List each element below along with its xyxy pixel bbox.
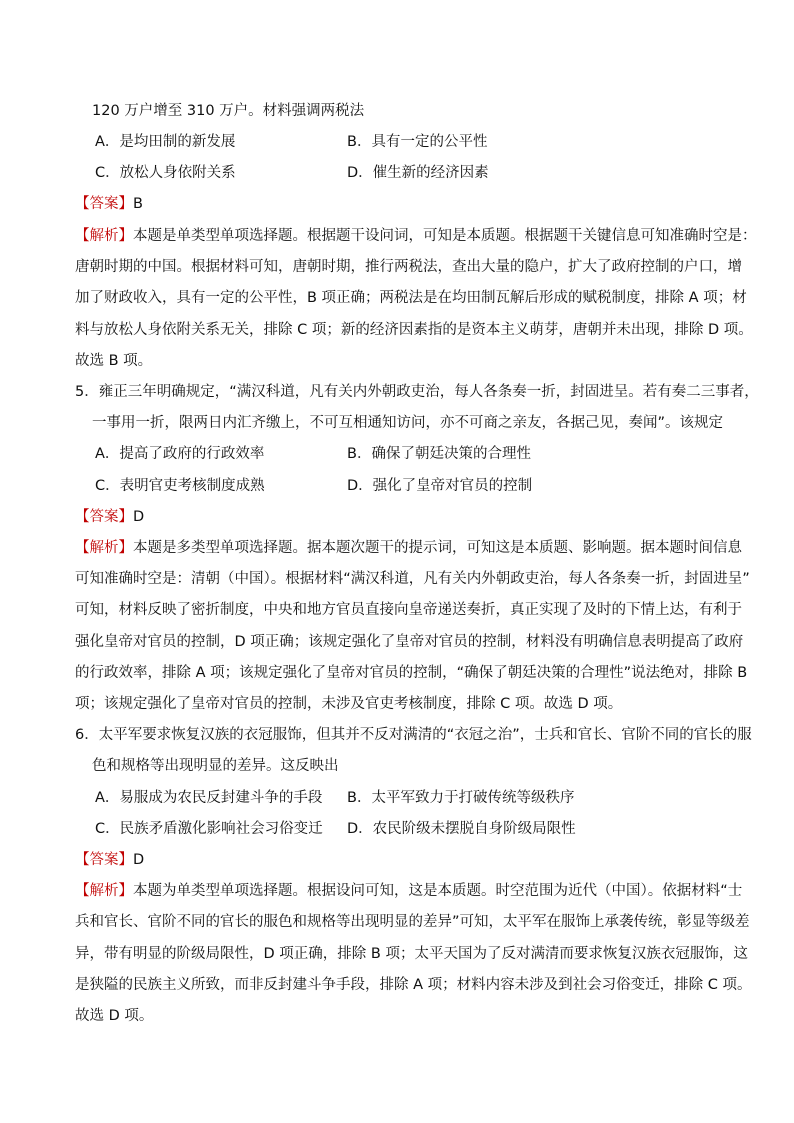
- q4-stem-tail: 120 万户增至 310 万户。材料强调两税法: [92, 103, 365, 119]
- q5-option-b: B．确保了朝廷决策的合理性: [347, 446, 531, 462]
- q6-option-d: D．农民阶级未摆脱自身阶级局限性: [347, 821, 576, 837]
- q5-analysis-line: 的行政效率，排除 A 项；该规定强化了皇帝对官员的控制，“确保了朝廷决策的合理性”说法绝对，排除 B: [75, 665, 748, 681]
- q6-option-b: B．太平军致力于打破传统等级秩序: [347, 790, 575, 806]
- q6-option-a: A．易服成为农民反封建斗争的手段: [95, 790, 323, 806]
- q4-analysis-line: 加了财政收入，具有一定的公平性，B 项正确；两税法是在均田制瓦解后形成的赋税制度，排除 A 项；材: [75, 290, 747, 306]
- q5-answer: [75, 507, 144, 527]
- q6-analysis-line: 故选 D 项。: [75, 1008, 154, 1024]
- q5-stem-line: 5．雍正三年明确规定，“满汉科道，凡有关内外朝政吏治，每人各条奏一折，封固进呈。若有奏二三事者，: [75, 384, 759, 400]
- q5-stem-line: 一事用一折，限两日内汇齐缴上，不可互相通知访问，亦不可商之亲友，各据己见，奏闻”。该规定: [92, 415, 724, 431]
- q5-analysis-line: 可知准确时空是：清朝（中国）。根据材料“满汉科道，凡有关内外朝政吏治，每人各条奏一折，封固进呈”: [75, 571, 750, 587]
- q6-stem-line: 6．太平军要求恢复汉族的衣冠服饰，但其并不反对满清的“衣冠之治”，士兵和官长、官阶不同的官长的服: [75, 727, 752, 743]
- q5-analysis-line: 强化皇帝对官员的控制，D 项正确；该规定强化了皇帝对官员的控制，材料没有明确信息表明提高了政府: [75, 634, 744, 650]
- q5-option-a: A．提高了政府的行政效率: [95, 446, 265, 462]
- q6-stem-line: 色和规格等出现明显的差异。这反映出: [92, 758, 339, 774]
- q4-analysis-line: 料与放松人身依附关系无关，排除 C 项；新的经济因素指的是资本主义萌芽，唐朝并未出现，排除 D 项。: [75, 322, 753, 338]
- q6-analysis-line: [75, 881, 742, 901]
- answer-value: D: [133, 509, 145, 525]
- q6-analysis-line: 兵和官长、官阶不同的官长的服色和规格等出现明显的差异”可知，太平军在服饰上承袭传统，彰显等级差: [75, 914, 750, 930]
- q4-option-d: D．催生新的经济因素: [347, 165, 489, 181]
- q5-analysis-line: [75, 538, 742, 558]
- analysis-text: 本题是多类型单项选择题。据本题次题干的提示词，可知这是本质题、影响题。据本题时间信息: [133, 540, 742, 556]
- analysis-text: 本题为单类型单项选择题。根据设问可知，这是本质题。时空范围为近代（中国）。依据材料“士: [133, 883, 743, 899]
- q4-analysis-line: 唐朝时期的中国。根据材料可知，唐朝时期，推行两税法，查出大量的隐户，扩大了政府控制的户口，增: [75, 259, 742, 275]
- q5-option-c: C．表明官吏考核制度成熟: [95, 478, 265, 494]
- analysis-tag: 【解析】: [75, 883, 133, 899]
- q6-answer: [75, 850, 144, 870]
- q4-answer: [75, 194, 143, 214]
- answer-tag: 【答案】: [75, 196, 133, 212]
- answer-tag: 【答案】: [75, 509, 133, 525]
- answer-tag: 【答案】: [75, 852, 133, 868]
- analysis-tag: 【解析】: [75, 228, 133, 244]
- answer-value: D: [133, 852, 145, 868]
- q4-analysis-line: [75, 226, 757, 246]
- answer-value: B: [133, 196, 143, 212]
- q5-analysis-line: 项；该规定强化了皇帝对官员的控制，未涉及官吏考核制度，排除 C 项。故选 D 项。: [75, 696, 623, 712]
- q5-option-d: D．强化了皇帝对官员的控制: [347, 478, 533, 494]
- q6-option-c: C．民族矛盾激化影响社会习俗变迁: [95, 821, 323, 837]
- q6-analysis-line: 是狭隘的民族主义所致，而非反封建斗争手段，排除 A 项；材料内容未涉及到社会习俗变迁，排除 C 项。: [75, 977, 752, 993]
- q5-analysis-line: 可知，材料反映了密折制度，中央和地方官员直接向皇帝递送奏折，真正实现了及时的下情上达，有利于: [75, 602, 742, 618]
- analysis-tag: 【解析】: [75, 540, 133, 556]
- q4-option-b: B．具有一定的公平性: [347, 134, 488, 150]
- q4-option-a: A．是均田制的新发展: [95, 134, 236, 150]
- analysis-text: 本题是单类型单项选择题。根据题干设问词，可知是本质题。根据题干关键信息可知准确时空是：: [133, 228, 757, 244]
- q6-analysis-line: 异，带有明显的阶级局限性，D 项正确，排除 B 项；太平天国为了反对满清而要求恢复汉族衣冠服饰，这: [75, 946, 748, 962]
- q4-option-c: C．放松人身依附关系: [95, 165, 236, 181]
- q4-analysis-line: 故选 B 项。: [75, 353, 153, 369]
